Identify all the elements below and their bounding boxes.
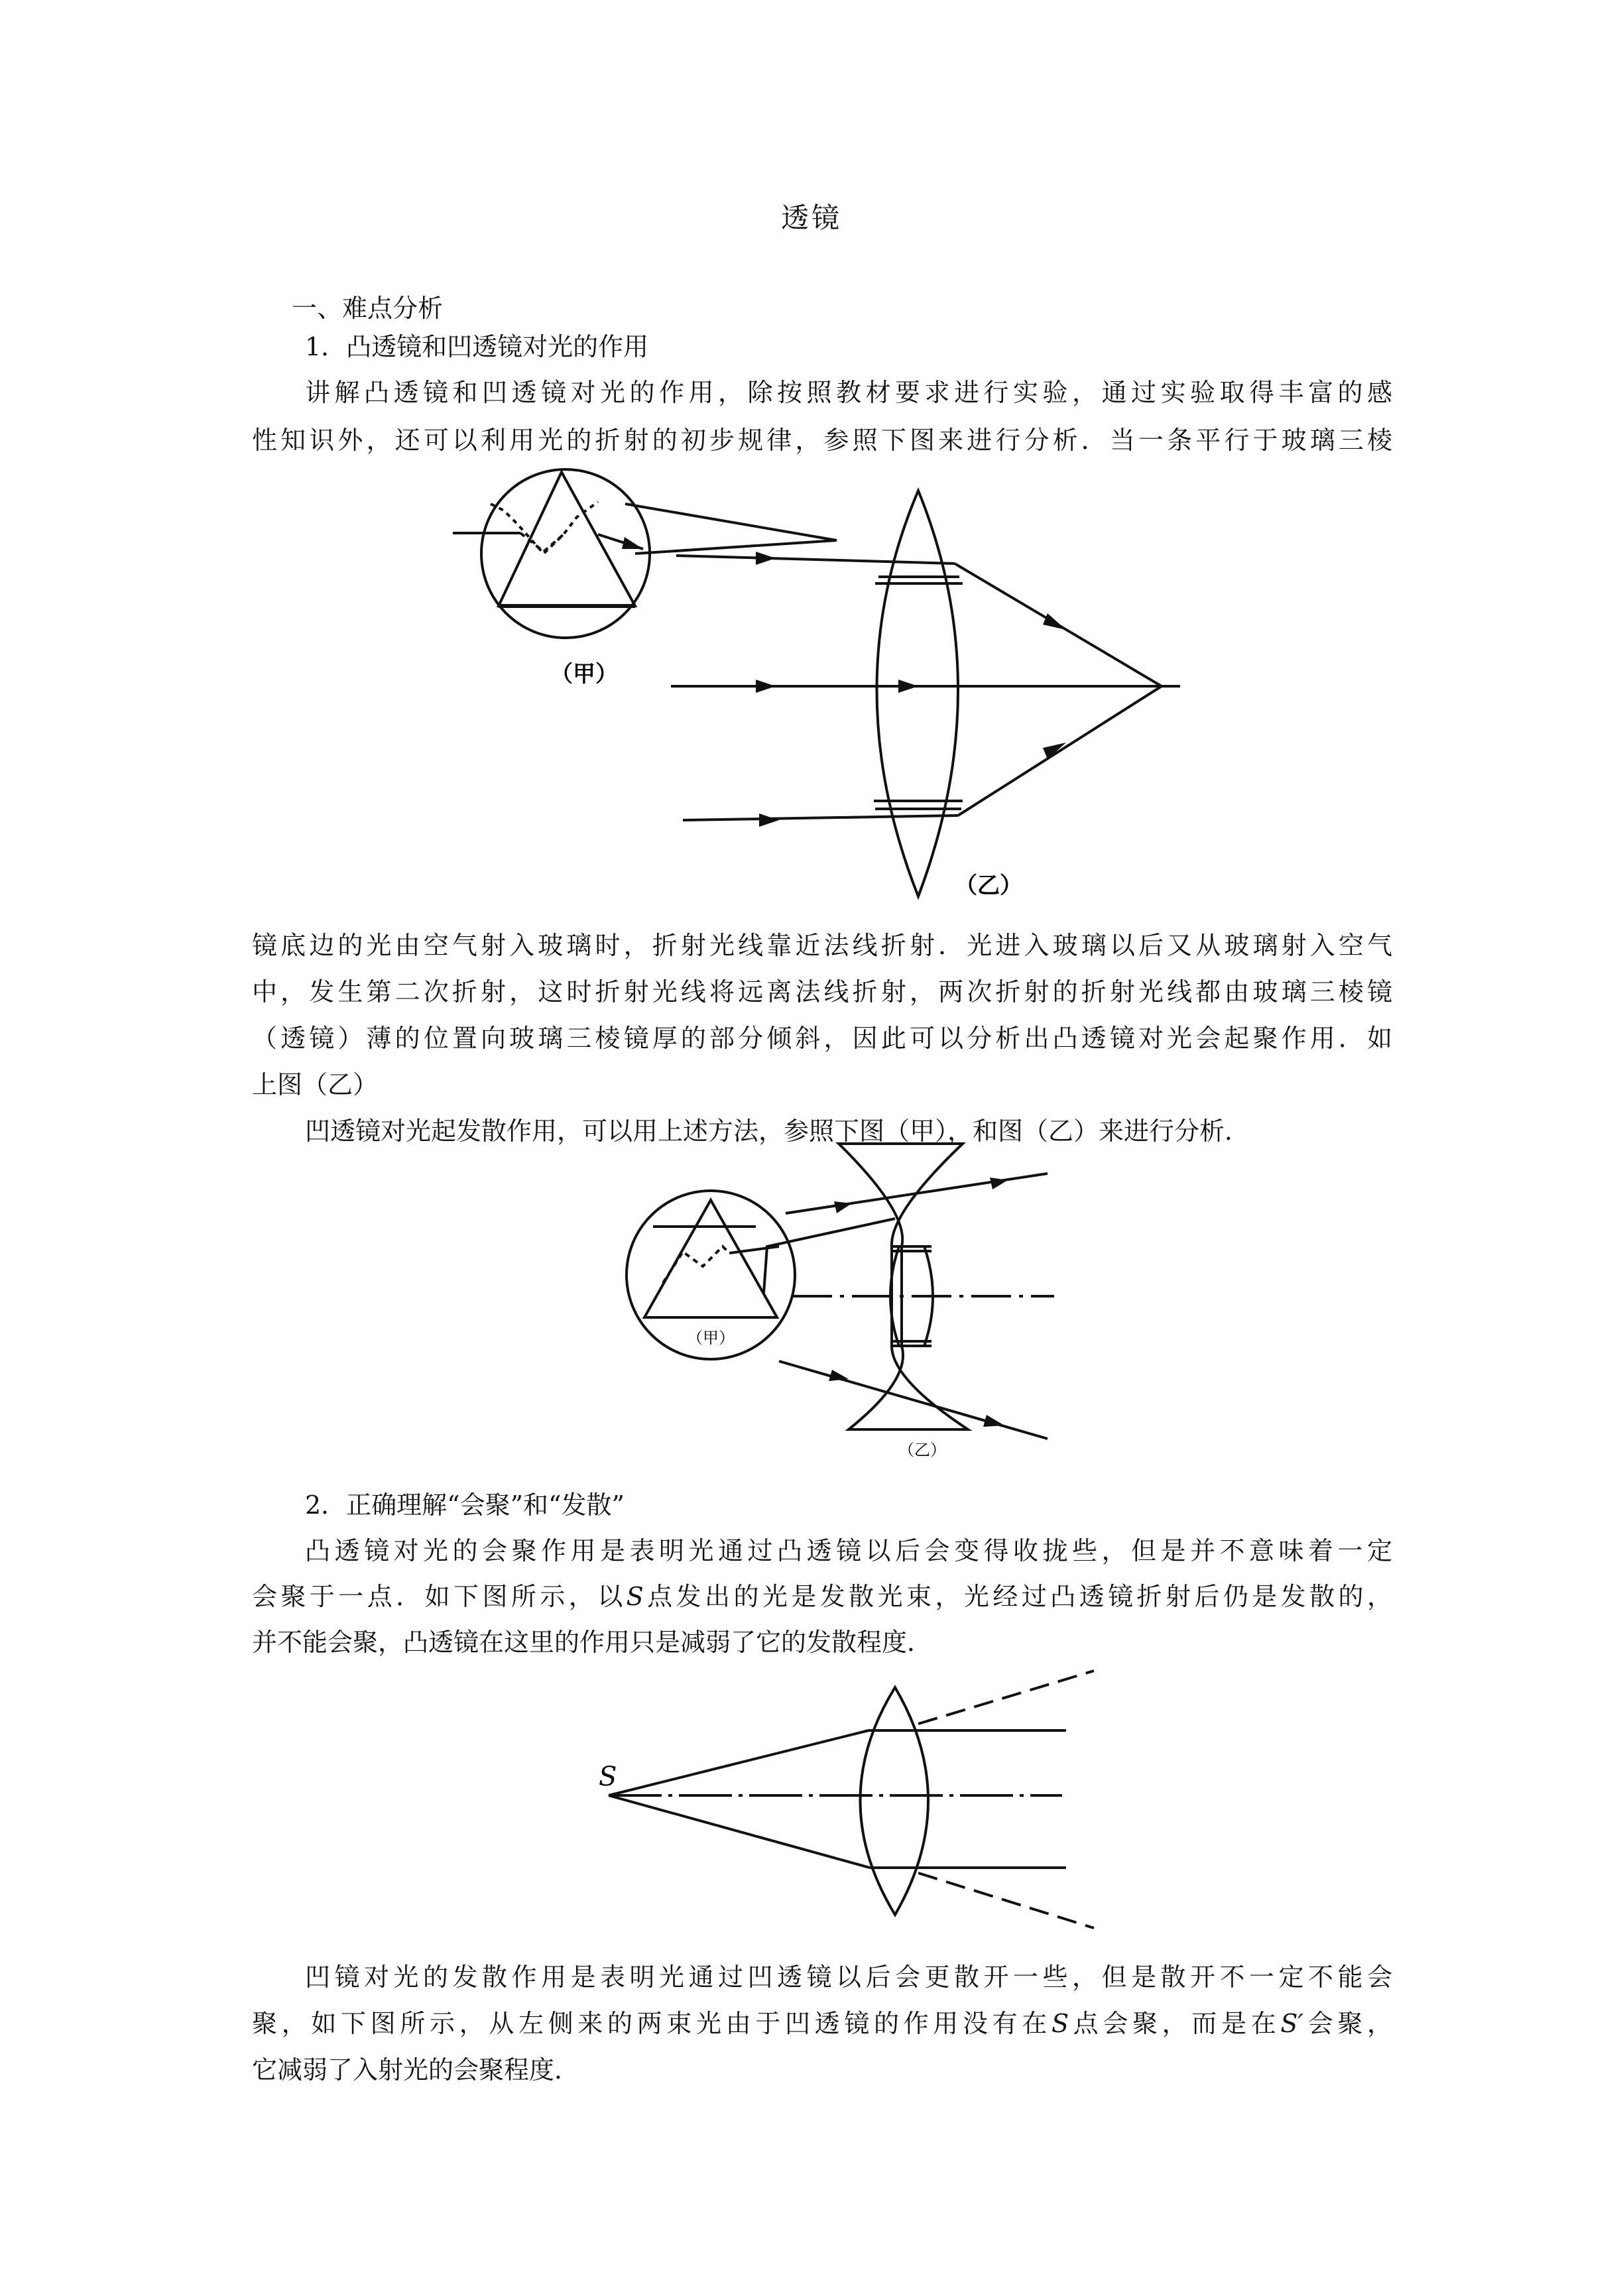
figure2-label-jia: （甲）	[687, 1329, 735, 1347]
figure1-label-yi: （乙）	[955, 873, 1022, 899]
symbol-s: S	[626, 1582, 644, 1611]
paragraph-1-line-1: 讲解凸透镜和凹透镜对光的作用，除按照教材要求进行实验，通过实验取得丰富的感	[305, 378, 1392, 407]
subsection-heading-1: 1．凸透镜和凹透镜对光的作用	[305, 332, 649, 361]
source-lens-shape	[861, 1687, 929, 1915]
page-title: 透镜	[780, 202, 842, 234]
subsection-heading-2: 2．正确理解“会聚”和“发散”	[305, 1490, 625, 1520]
paragraph-2-line-3: （透镜）薄的位置向玻璃三棱镜厚的部分倾斜，因此可以分析出凸透镜对光会起聚作用．如	[252, 1024, 1392, 1053]
paragraph-5-line-1: 凹镜对光的发散作用是表明光通过凹透镜以后会更散开一些，但是散开不一定不能会	[305, 1963, 1392, 1992]
source-ray-top	[609, 1730, 869, 1795]
paragraph-2-line-1: 镜底边的光由空气射入玻璃时，折射光线靠近法线折射．光进入玻璃以后又从玻璃射入空气	[252, 931, 1392, 960]
paragraph-5-line-2: 聚，如下图所示，从左侧来的两束光由于凹透镜的作用没有在S点会聚，而是在S′会聚，	[252, 2009, 1392, 2038]
source-ext-bottom	[918, 1873, 1094, 1928]
paragraph-5-line-3: 它减弱了入射光的会聚程度．	[252, 2055, 580, 2085]
paragraph-3: 凹透镜对光起发散作用，可以用上述方法，参照下图（甲），和图（乙）来进行分析．	[305, 1117, 1250, 1146]
paragraph-1-line-2: 性知识外，还可以利用光的折射的初步规律，参照下图来进行分析．当一条平行于玻璃三棱	[252, 426, 1392, 455]
figure1-label-jia: （甲）	[550, 661, 618, 688]
source-ray-bottom	[609, 1795, 870, 1868]
paragraph-4-line-3: 并不能会聚，凸透镜在这里的作用只是减弱了它的发散程度．	[252, 1628, 933, 1657]
source-ext-top	[918, 1671, 1094, 1724]
figure2-label-yi: （乙）	[898, 1441, 946, 1459]
paragraph-4-line-2: 会聚于一点．如下图所示，以S点发出的光是发散光束，光经过凸透镜折射后仍是发散的，	[252, 1582, 1392, 1611]
paragraph-2-line-4: 上图（乙）	[252, 1070, 379, 1099]
source-point-label: S	[599, 1762, 617, 1792]
paragraph-4-line-1: 凸透镜对光的会聚作用是表明光通过凸透镜以后会变得收拢些，但是并不意味着一定	[305, 1536, 1392, 1565]
section-heading: 一、难点分析	[292, 294, 444, 323]
paragraph-2-line-2: 中，发生第二次折射，这时折射光线将远离法线折射，两次折射的折射光线都由玻璃三棱镜	[252, 977, 1392, 1006]
